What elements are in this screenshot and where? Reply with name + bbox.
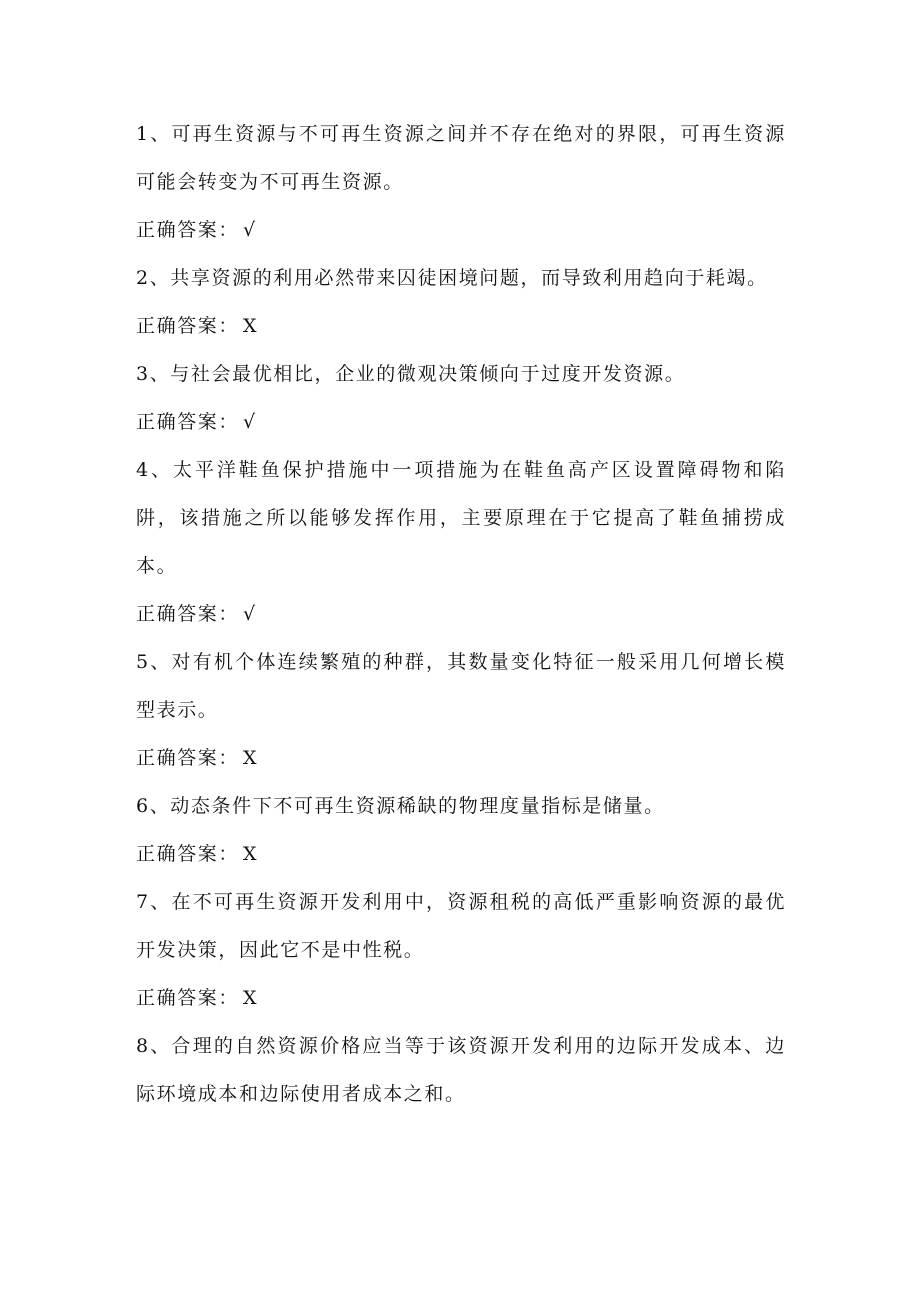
answer-label: 正确答案： xyxy=(136,315,240,337)
answer-label: 正确答案： xyxy=(136,843,240,865)
question-text: 4、太平洋鞋鱼保护措施中一项措施为在鞋鱼高产区设置障碍物和陷阱，该措施之所以能够发挥作用，主要原理在于它提高了鞋鱼捕捞成本。 xyxy=(136,459,786,577)
question-text: 5、对有机个体连续繁殖的种群，其数量变化特征一般采用几何增长模型表示。 xyxy=(136,651,786,721)
answer-label: 正确答案： xyxy=(136,987,240,1009)
question-item-7 xyxy=(136,878,786,1022)
question-text: 8、合理的自然资源价格应当等于该资源开发利用的边际开发成本、边际环境成本和边际使用者成本之和。 xyxy=(136,1035,786,1105)
answer-label: 正确答案： xyxy=(136,219,240,241)
answer-mark: X xyxy=(243,987,259,1009)
answer-label: 正确答案： xyxy=(136,747,240,769)
answer-line xyxy=(136,734,786,782)
answer-line xyxy=(136,830,786,878)
question-item-1 xyxy=(136,110,786,254)
question-item-8 xyxy=(136,1022,786,1118)
answer-line xyxy=(136,974,786,1022)
answer-mark: X xyxy=(243,747,259,769)
question-text: 6、动态条件下不可再生资源稀缺的物理度量指标是储量。 xyxy=(136,795,665,817)
answer-mark: √ xyxy=(243,219,257,241)
answer-line xyxy=(136,302,786,350)
question-text: 1、可再生资源与不可再生资源之间并不存在绝对的界限，可再生资源可能会转变为不可再生资源。 xyxy=(136,123,786,193)
question-text: 3、与社会最优相比，企业的微观决策倾向于过度开发资源。 xyxy=(136,363,686,385)
answer-line xyxy=(136,206,786,254)
question-item-2 xyxy=(136,254,786,350)
question-text: 7、在不可再生资源开发利用中，资源租税的高低严重影响资源的最优开发决策，因此它不是中性税。 xyxy=(136,891,786,961)
answer-label: 正确答案： xyxy=(136,603,240,625)
question-item-3 xyxy=(136,350,786,446)
answer-label: 正确答案： xyxy=(136,411,240,433)
answer-line xyxy=(136,398,786,446)
answer-mark: √ xyxy=(243,411,257,433)
question-item-4 xyxy=(136,446,786,638)
answer-line xyxy=(136,590,786,638)
question-item-6 xyxy=(136,782,786,878)
answer-mark: X xyxy=(243,843,259,865)
question-item-5 xyxy=(136,638,786,782)
answer-mark: X xyxy=(243,315,259,337)
document-page xyxy=(136,110,786,1118)
question-text: 2、共享资源的利用必然带来囚徒困境问题，而导致利用趋向于耗竭。 xyxy=(136,267,768,289)
answer-mark: √ xyxy=(243,603,257,625)
